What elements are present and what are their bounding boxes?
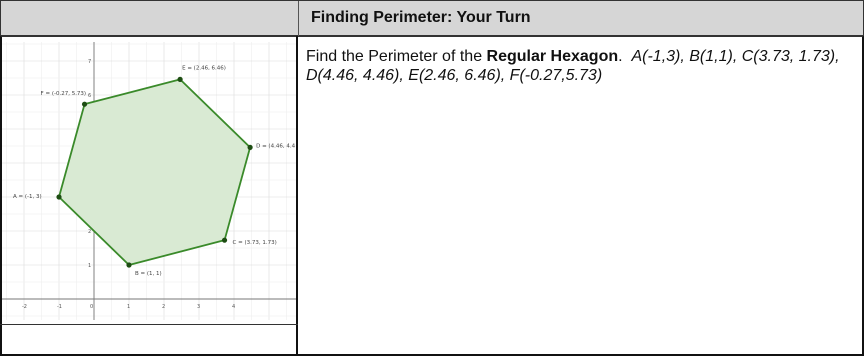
y-tick-label: 2 bbox=[88, 229, 92, 235]
vertex-point-f bbox=[82, 102, 87, 107]
x-tick-label: 4 bbox=[232, 304, 236, 310]
vertex-label-d: D = (4.46, 4.4 bbox=[256, 143, 296, 150]
column-divider bbox=[296, 36, 298, 356]
prompt-shape-name: Regular Hexagon bbox=[486, 48, 619, 65]
y-tick-label: 1 bbox=[88, 263, 92, 269]
problem-prompt bbox=[306, 47, 858, 85]
vertex-label-e: E = (2.46, 6.46) bbox=[182, 65, 226, 72]
prompt-points: A(-1,3), B(1,1), C(3.73, 1.73), D(4.46, 4.46), E(2.46, 6.46), F(-0.27,5.73) bbox=[306, 48, 840, 84]
vertex-point-a bbox=[56, 194, 61, 199]
graph-cell-divider bbox=[0, 324, 298, 325]
x-tick-label: 0 bbox=[90, 304, 94, 310]
header-bar bbox=[0, 0, 864, 36]
header-left-cell bbox=[1, 1, 299, 37]
x-tick-label: 1 bbox=[127, 304, 131, 310]
page-title: Finding Perimeter: Your Turn bbox=[311, 9, 531, 26]
vertex-label-c: C = (3.73, 1.73) bbox=[232, 240, 277, 247]
vertex-point-d bbox=[248, 145, 253, 150]
y-tick-label: 6 bbox=[88, 93, 92, 99]
prompt-lead: Find the Perimeter of the bbox=[306, 48, 487, 65]
x-tick-label: 2 bbox=[162, 304, 166, 310]
coordinate-graph bbox=[2, 40, 296, 322]
vertex-label-b: B = (1, 1) bbox=[135, 271, 162, 277]
prompt-period: . bbox=[618, 48, 623, 65]
x-tick-label: -2 bbox=[22, 304, 27, 310]
hexagon-shape bbox=[59, 79, 250, 265]
vertex-label-a: A = (-1, 3) bbox=[13, 194, 42, 200]
x-tick-label: 3 bbox=[197, 304, 201, 310]
vertex-label-f: F = (-0.27, 5.73) bbox=[40, 91, 87, 98]
vertex-point-c bbox=[222, 238, 227, 243]
y-tick-label: 7 bbox=[88, 59, 92, 65]
x-tick-label: -1 bbox=[57, 304, 62, 310]
hexagon-graph-svg bbox=[2, 40, 296, 322]
vertex-point-e bbox=[178, 77, 183, 82]
vertex-point-b bbox=[126, 262, 131, 267]
